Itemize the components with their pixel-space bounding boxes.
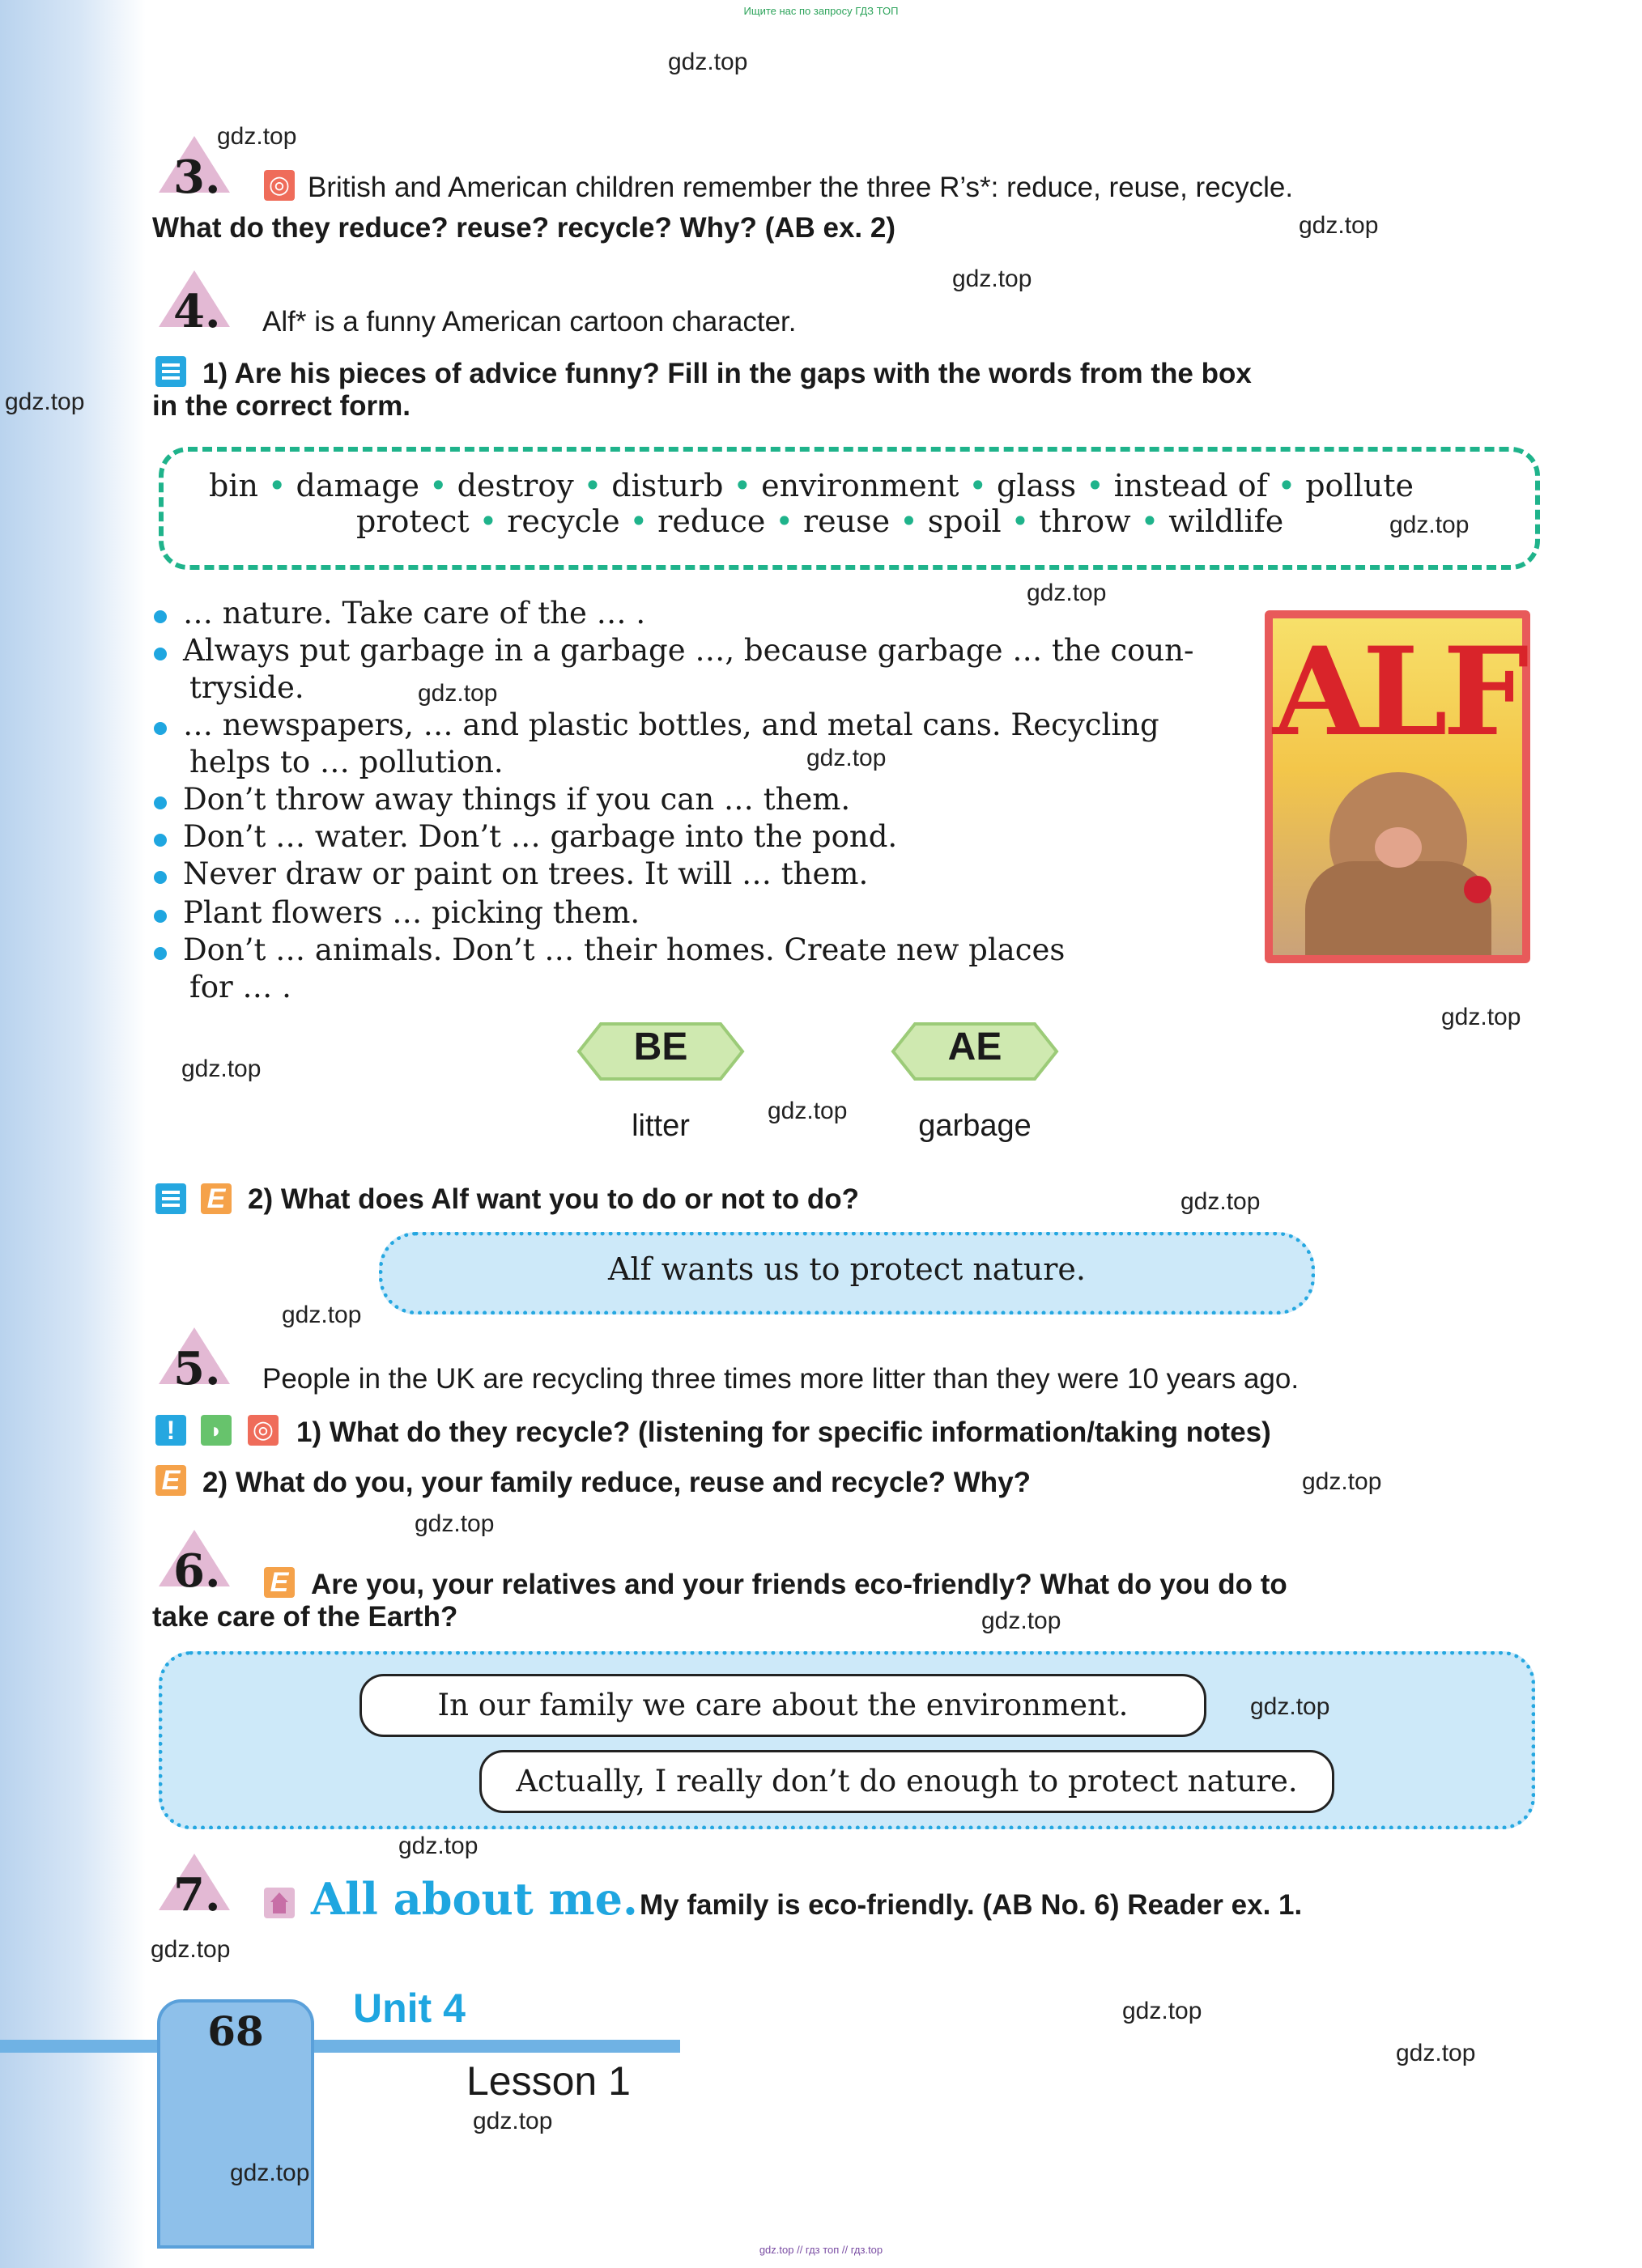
exercise-number: 4.: [173, 285, 221, 338]
watermark: gdz.top: [1027, 580, 1107, 606]
task-text: 1) Are his pieces of advice funny? Fill in the gaps with the words from the box: [202, 358, 1252, 389]
watermark: gdz.top: [1299, 212, 1379, 239]
word: protect: [356, 503, 470, 539]
word: reduce: [657, 503, 766, 539]
list-item: Never draw or paint on trees. It will … them.: [183, 856, 869, 891]
bullet-icon: [154, 947, 167, 960]
list-item: Always put garbage in a garbage …, because garbage … the coun-: [183, 633, 1194, 668]
task-text: 2) What does Alf want you to do or not to do?: [248, 1183, 859, 1215]
word: pollute: [1305, 468, 1414, 503]
word: reuse: [802, 503, 891, 539]
watermark: gdz.top: [1250, 1693, 1330, 1720]
be-word: litter: [632, 1109, 690, 1143]
watermark: gdz.top: [282, 1302, 362, 1328]
audio-icon: ◗: [201, 1415, 232, 1446]
exercise-number: 7.: [173, 1868, 221, 1922]
speaking-icon: E: [155, 1465, 186, 1496]
list-item: … newspapers, … and plastic bottles, and metal cans. Recycling: [183, 707, 1159, 742]
watermark: gdz.top: [1396, 2040, 1476, 2066]
watermark: gdz.top: [806, 745, 887, 771]
task-text: 2) What do you, your family reduce, reuse and recycle? Why?: [202, 1467, 1032, 1498]
alf-snout: [1375, 827, 1422, 868]
ear-icon: ◎: [264, 170, 295, 201]
bullet-icon: [154, 648, 167, 660]
word: disturb: [611, 468, 724, 503]
footer-bar: [0, 2040, 680, 2053]
lesson-label: Lesson 1: [466, 2058, 631, 2104]
speech-bubble: In our family we care about the environment.: [359, 1674, 1206, 1737]
exercise-intro: People in the UK are recycling three times more litter than they were 10 years ago.: [262, 1363, 1300, 1395]
exercise-text: My family is eco-friendly. (AB No. 6) Reader ex. 1.: [640, 1889, 1303, 1921]
home-icon: [264, 1888, 295, 1918]
page-number: 68: [207, 2007, 264, 2055]
top-note: Ищите нас по запросу ГДЗ ТОП: [743, 5, 899, 17]
word: recycle: [507, 503, 620, 539]
list-item: Don’t throw away things if you can … them.: [183, 782, 851, 817]
speaking-icon: E: [264, 1567, 295, 1598]
watermark: gdz.top: [217, 123, 297, 150]
alf-body: [1305, 861, 1491, 955]
important-icon: !: [155, 1415, 186, 1446]
speaking-icon: E: [201, 1183, 232, 1214]
word: throw: [1039, 503, 1131, 539]
watermark: gdz.top: [415, 1510, 495, 1537]
watermark: gdz.top: [473, 2108, 553, 2134]
bullet-icon: [154, 910, 167, 923]
bullet-icon: [154, 796, 167, 809]
watermark: gdz.top: [1122, 1998, 1202, 2024]
section-title: All about me.: [311, 1873, 638, 1925]
task-text: 1) What do they recycle? (listening for specific information/taking notes): [296, 1416, 1271, 1448]
watermark: gdz.top: [151, 1936, 231, 1963]
word: glass: [997, 468, 1077, 503]
watermark: gdz.top: [1441, 1004, 1521, 1030]
unit-label: Unit 4: [353, 1986, 466, 2031]
word: damage: [296, 468, 420, 503]
exercise-number: 6.: [173, 1544, 221, 1598]
exercise-text: British and American children remember the three R’s*: reduce, reuse, recycle.: [308, 172, 1294, 203]
word-box-line: bin • damage • destroy • disturb • environment • glass • instead of • pollute: [209, 468, 1414, 503]
list-icon: [155, 356, 186, 387]
word: spoil: [927, 503, 1002, 539]
rose-icon: [1464, 876, 1491, 903]
word: instead of: [1113, 468, 1268, 503]
bullet-icon: [154, 610, 167, 623]
be-label: BE: [633, 1026, 688, 1068]
exercise-number: 3.: [173, 151, 221, 204]
bullet-icon: [154, 722, 167, 735]
example-text: Alf wants us to protect nature.: [608, 1251, 1086, 1287]
poster-title: ALF: [1273, 621, 1525, 763]
word: destroy: [457, 468, 574, 503]
word-box-line: protect • recycle • reduce • reuse • spoil • throw • wildlife: [356, 503, 1284, 539]
page-margin-strip: [0, 0, 146, 2268]
bullet-icon: [154, 834, 167, 847]
list-item-continued: for … .: [189, 970, 291, 1004]
watermark: gdz.top: [1180, 1188, 1261, 1215]
watermark: gdz.top: [398, 1833, 479, 1859]
list-item: Plant flowers … picking them.: [183, 895, 640, 930]
exercise-question: take care of the Earth?: [152, 1601, 458, 1633]
watermark: gdz.top: [418, 680, 498, 707]
watermark: gdz.top: [952, 265, 1032, 292]
list-item: … nature. Take care of the … .: [183, 596, 646, 631]
list-item-continued: tryside.: [189, 670, 304, 705]
bottom-note: gdz.top // гдз топ // гдз.top: [759, 2244, 883, 2256]
word: environment: [761, 468, 959, 503]
bullet-icon: [154, 871, 167, 884]
ae-word: garbage: [918, 1109, 1032, 1143]
exercise-question: Are you, your relatives and your friends eco-friendly? What do you do to: [311, 1569, 1287, 1600]
ear-icon: ◎: [248, 1415, 279, 1446]
task-text: in the correct form.: [152, 390, 410, 422]
poster-image: [1273, 618, 1525, 955]
list-item: Don’t … water. Don’t … garbage into the pond.: [183, 819, 898, 854]
word: wildlife: [1168, 503, 1284, 539]
watermark: gdz.top: [768, 1098, 848, 1124]
watermark: gdz.top: [5, 389, 85, 415]
watermark: gdz.top: [181, 1055, 262, 1082]
alf-poster: [1265, 610, 1530, 963]
exercise-intro: Alf* is a funny American cartoon character.: [262, 306, 797, 338]
exercise-question: What do they reduce? reuse? recycle? Why? (AB ex. 2): [152, 212, 895, 244]
list-item-continued: helps to … pollution.: [189, 745, 504, 779]
exercise-number: 5.: [173, 1342, 221, 1395]
speech-bubble: Actually, I really don’t do enough to protect nature.: [479, 1750, 1334, 1813]
word: bin: [209, 468, 258, 503]
watermark: gdz.top: [668, 49, 748, 75]
list-icon: [155, 1183, 186, 1214]
watermark: gdz.top: [230, 2160, 310, 2186]
list-item: Don’t … animals. Don’t … their homes. Create new places: [183, 932, 1066, 967]
watermark: gdz.top: [981, 1608, 1061, 1634]
ae-label: AE: [947, 1026, 1002, 1068]
watermark: gdz.top: [1389, 512, 1470, 538]
watermark: gdz.top: [1302, 1468, 1382, 1495]
